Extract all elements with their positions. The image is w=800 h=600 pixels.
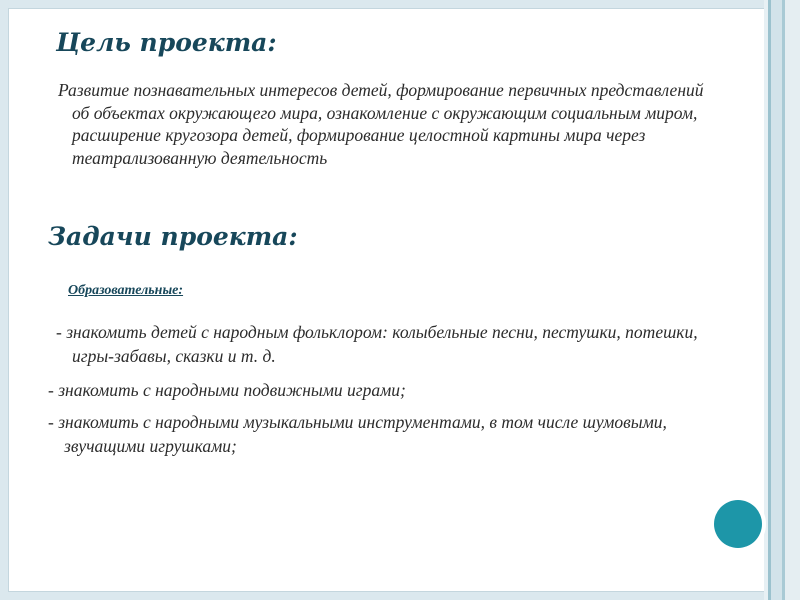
task-item: - знакомить с народными музыкальными инструментами, в том числе шумовыми, звучащими игрушками; (48, 412, 667, 456)
goal-title: Цель проекта: (56, 28, 277, 57)
tasks-subheading: Образовательные: (68, 283, 184, 298)
task-item: - знакомить с народными подвижными играми; (48, 380, 406, 400)
task-item: - знакомить детей с народным фольклором: колыбельные песни, пестушки, потешки, игры-забавы, сказки и т. д. (56, 322, 698, 366)
goal-text: Развитие познавательных интересов детей, формирование первичных представлений об объектах окружающего мира, ознакомление с окружающим социальным миром, расширение кругозора детей, формирование целостной картины мира через театрализованную деятельность (58, 80, 704, 168)
decorative-stripe (785, 0, 800, 600)
decorative-circle (714, 500, 762, 548)
tasks-title: Задачи проекта: (48, 222, 298, 251)
decorative-stripe (771, 0, 782, 600)
